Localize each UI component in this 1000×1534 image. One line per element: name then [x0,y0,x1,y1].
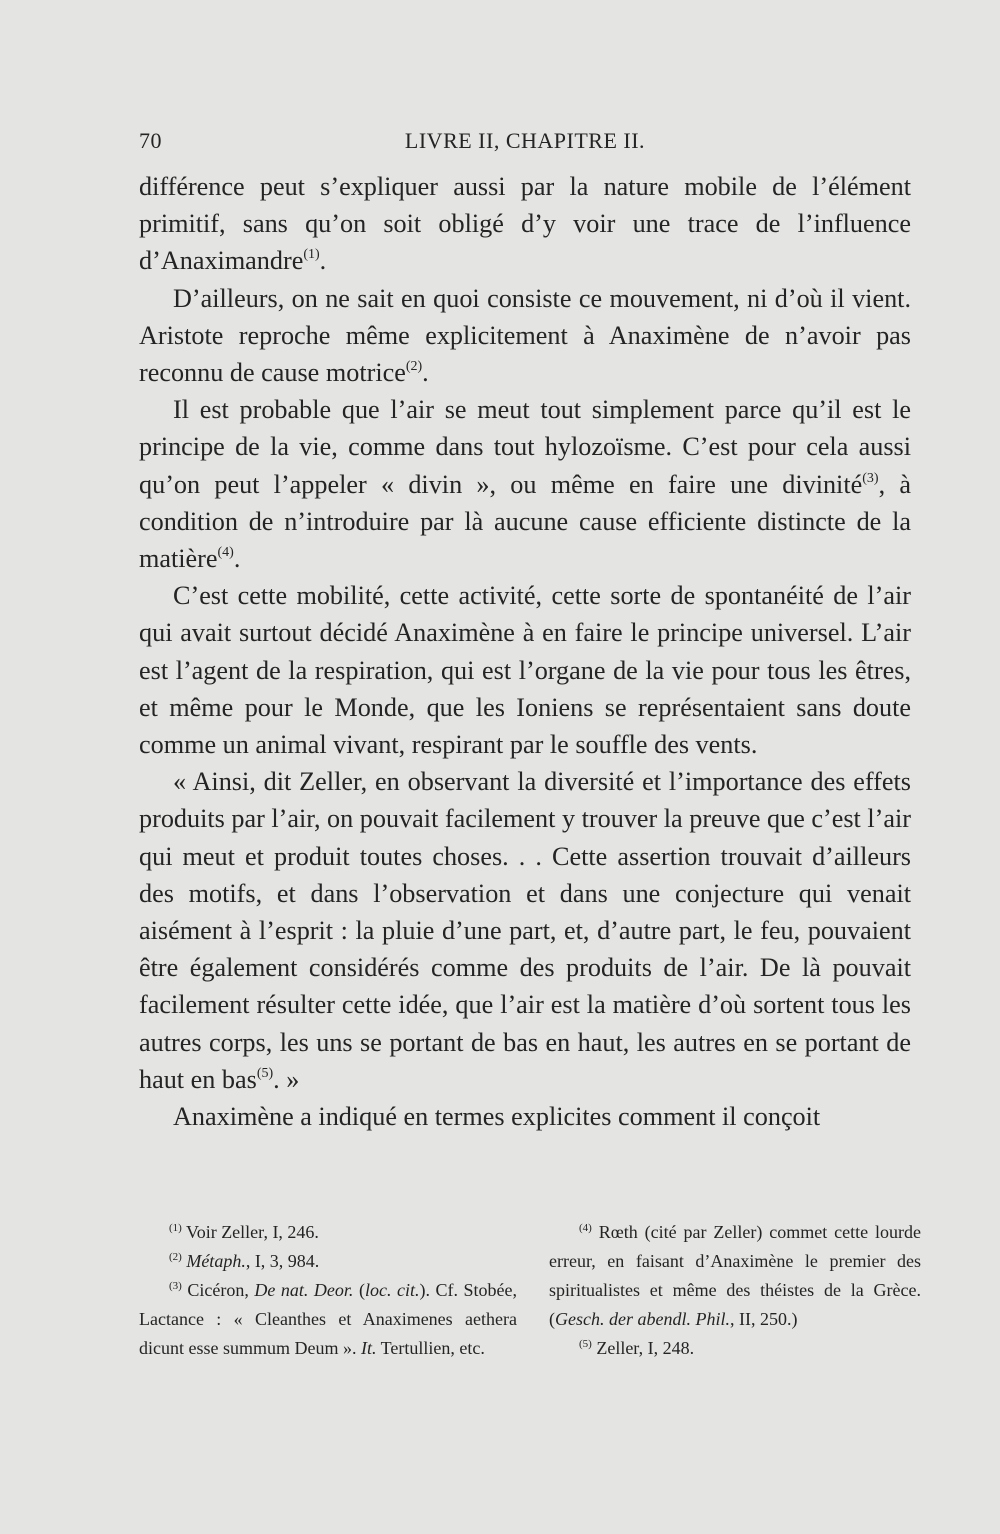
paragraph-1: différence peut s’expliquer aussi par la nature mobile de l’élément primitif, sans qu’on soit obligé d’y voir une trace de l’influence d’Anaximandre$^{(1)}$. [139,172,911,276]
footnote-2: $^{(2)}$ Métaph., I, 3, 984. [169,1251,320,1271]
footnote-5: $^{(5)}$ Zeller, I, 248. [579,1338,695,1358]
footnote-ref-5[interactable]: (5) [256,1065,274,1081]
footnotes-right-column [549,1218,921,1363]
footnote-ref-2[interactable]: (2) [405,359,423,375]
paragraph-4: C’est cette mobilité, cette activité, cette sorte de spontanéité de l’air qui avait surtout décidé Anaximène à en faire le principe universel. L’air est l’agent de la respiration, qui est l’organe de la vie pour tous les êtres, et même pour le Monde, que les Ioniens se représentaient sans doute comme un animal vivant, respirant par le souffle des vents. [139,581,911,760]
footnotes [139,1218,919,1408]
footnotes-left-column [139,1218,517,1363]
running-title: LIVRE II, CHAPITRE II. [404,128,646,153]
footnote-ref-3[interactable]: (3) [862,470,879,486]
paragraph-6: Anaximène a indiqué en termes explicites comment il conçoit [173,1102,821,1132]
main-text [139,168,911,1135]
footnote-1: $^{(1)}$ Voir Zeller, I, 246. [169,1222,319,1242]
running-header [139,120,911,156]
footnote-ref-4[interactable]: (4) [217,545,234,561]
paragraph-3: Il est probable que l’air se meut tout simplement parce qu’il est le principe de la vie, comme dans tout hylozoïsme. C’est pour cela aussi qu’on peut l’appeler « divin », ou même en faire une divinité$^{(3)}$, à condition de n’introduire par là aucune cause efficiente distincte de la matière$^{(4)}$. [139,395,911,574]
footnote-ref-1[interactable]: (1) [303,247,320,263]
footnote-3: $^{(3)}$ Cicéron, De nat. Deor. (loc. cit.). Cf. Stobée, Lactance : « Cleanthes et Anaximenes aethera dicunt esse summum Deum ». It. Tertullien, etc. [139,1280,518,1358]
page-number: 70 [139,128,162,153]
paragraph-5: « Ainsi, dit Zeller, en observant la diversité et l’importance des effets produits par l’air, on pouvait facilement y trouver la preuve que c’est l’air qui meut et produit toutes choses. . . Cette assertion trouvait d’ailleurs des motifs, et dans l’observation et dans une conjecture qui venait aisément à l’esprit : la pluie d’une part, et, d’autre part, le feu, pouvaient être également considérés comme des produits de l’air. De là pouvait facilement résulter cette idée, que l’air est la matière d’où sortent tous les autres corps, les uns se portant de bas en haut, les autres en se portant de haut en bas$^{(5)}$. » [139,767,911,1094]
footnote-4: $^{(4)}$ Rœth (cité par Zeller) commet cette lourde erreur, en faisant d’Anaximène le premier des spiritualistes et même des théistes de la Grèce. (Gesch. der abendl. Phil., II, 250.) [549,1222,921,1329]
paragraph-2: D’ailleurs, on ne sait en quoi consiste ce mouvement, ni d’où il vient. Aristote reproche même explicitement à Anaximène de n’avoir pas reconnu de cause motrice$^{(2)}$. [139,283,911,388]
